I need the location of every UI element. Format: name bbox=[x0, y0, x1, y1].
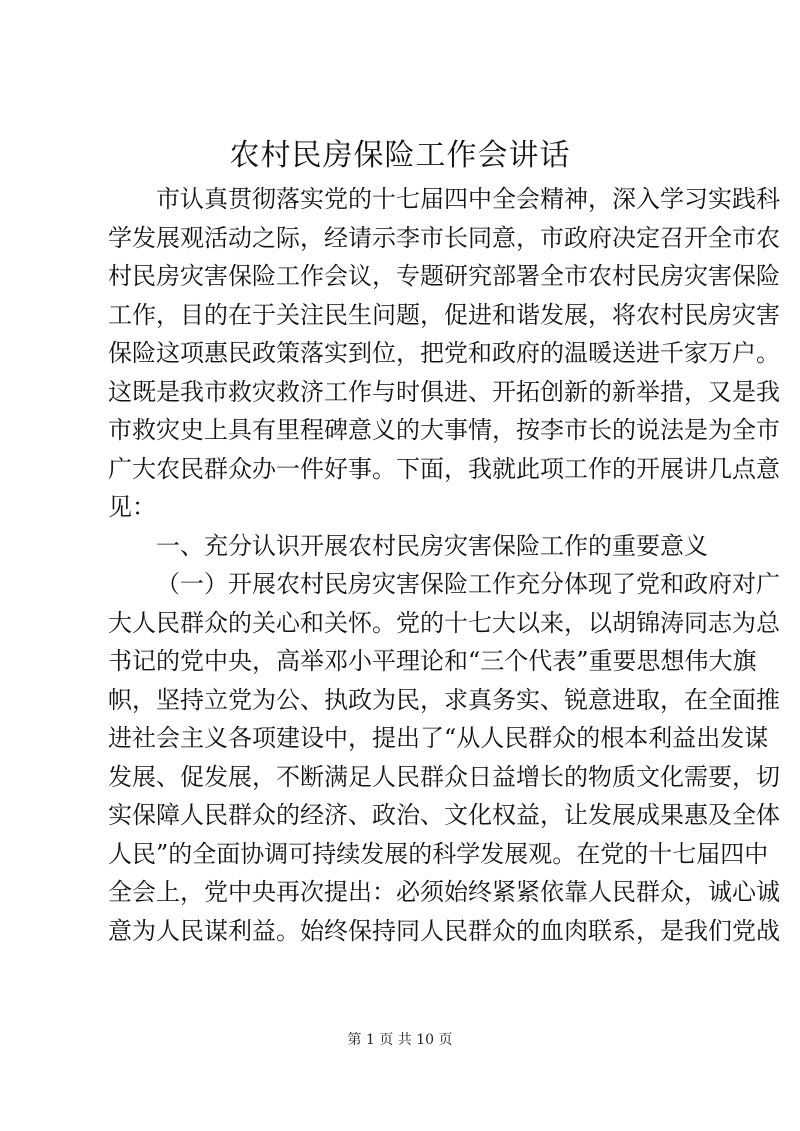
body-line: 村民房灾害保险工作会议，专题研究部署全市农村民房灾害保险 bbox=[108, 262, 780, 290]
document-body bbox=[108, 180, 780, 950]
body-line: 进社会主义各项建设中，提出了“从人民群众的根本利益出发谋 bbox=[108, 724, 769, 752]
body-line: 意为人民谋利益。始终保持同人民群众的血肉联系，是我们党战 bbox=[108, 916, 780, 945]
body-line: 市认真贯彻落实党的十七届四中全会精神，深入学习实践科 bbox=[156, 185, 780, 213]
body-line: 保险这项惠民政策落实到位，把党和政府的温暖送进千家万户。 bbox=[108, 339, 780, 367]
body-line: 帜，坚持立党为公、执政为民，求真务实、锐意进取，在全面推 bbox=[108, 685, 780, 714]
body-line: 书记的党中央，高举邓小平理论和“三个代表”重要思想伟大旗 bbox=[108, 647, 757, 675]
body-line: 工作，目的在于关注民生问题，促进和谐发展，将农村民房灾害 bbox=[108, 300, 780, 329]
body-line: 广大农民群众办一件好事。下面，我就此项工作的开展讲几点意 bbox=[108, 454, 780, 483]
body-line: 市救灾史上具有里程碑意义的大事情，按李市长的说法是为全市 bbox=[108, 416, 780, 444]
document-title: 农村民房保险工作会讲话 bbox=[229, 138, 571, 173]
body-line: 发展、促发展，不断满足人民群众日益增长的物质文化需要，切 bbox=[108, 762, 780, 791]
body-line: 实保障人民群众的经济、政治、文化权益，让发展成果惠及全体 bbox=[108, 801, 780, 829]
body-line: 学发展观活动之际，经请示李市长同意，市政府决定召开全市农 bbox=[108, 223, 780, 252]
body-line: （一）开展农村民房灾害保险工作充分体现了党和政府对广 bbox=[156, 570, 780, 598]
body-line: 见： bbox=[108, 493, 156, 521]
body-line: 这既是我市救灾救济工作与时俱进、开拓创新的新举措，又是我 bbox=[108, 377, 780, 406]
page-footer: 第 1 页 共 10 页 bbox=[347, 1032, 453, 1048]
body-line: 人民”的全面协调可持续发展的科学发展观。在党的十七届四中 bbox=[108, 839, 769, 868]
body-line: 全会上，党中央再次提出：必须始终紧紧依靠人民群众，诚心诚 bbox=[108, 878, 780, 906]
section-heading: 一、充分认识开展农村民房灾害保险工作的重要意义 bbox=[156, 531, 708, 560]
body-line: 大人民群众的关心和关怀。党的十七大以来，以胡锦涛同志为总 bbox=[108, 608, 780, 637]
